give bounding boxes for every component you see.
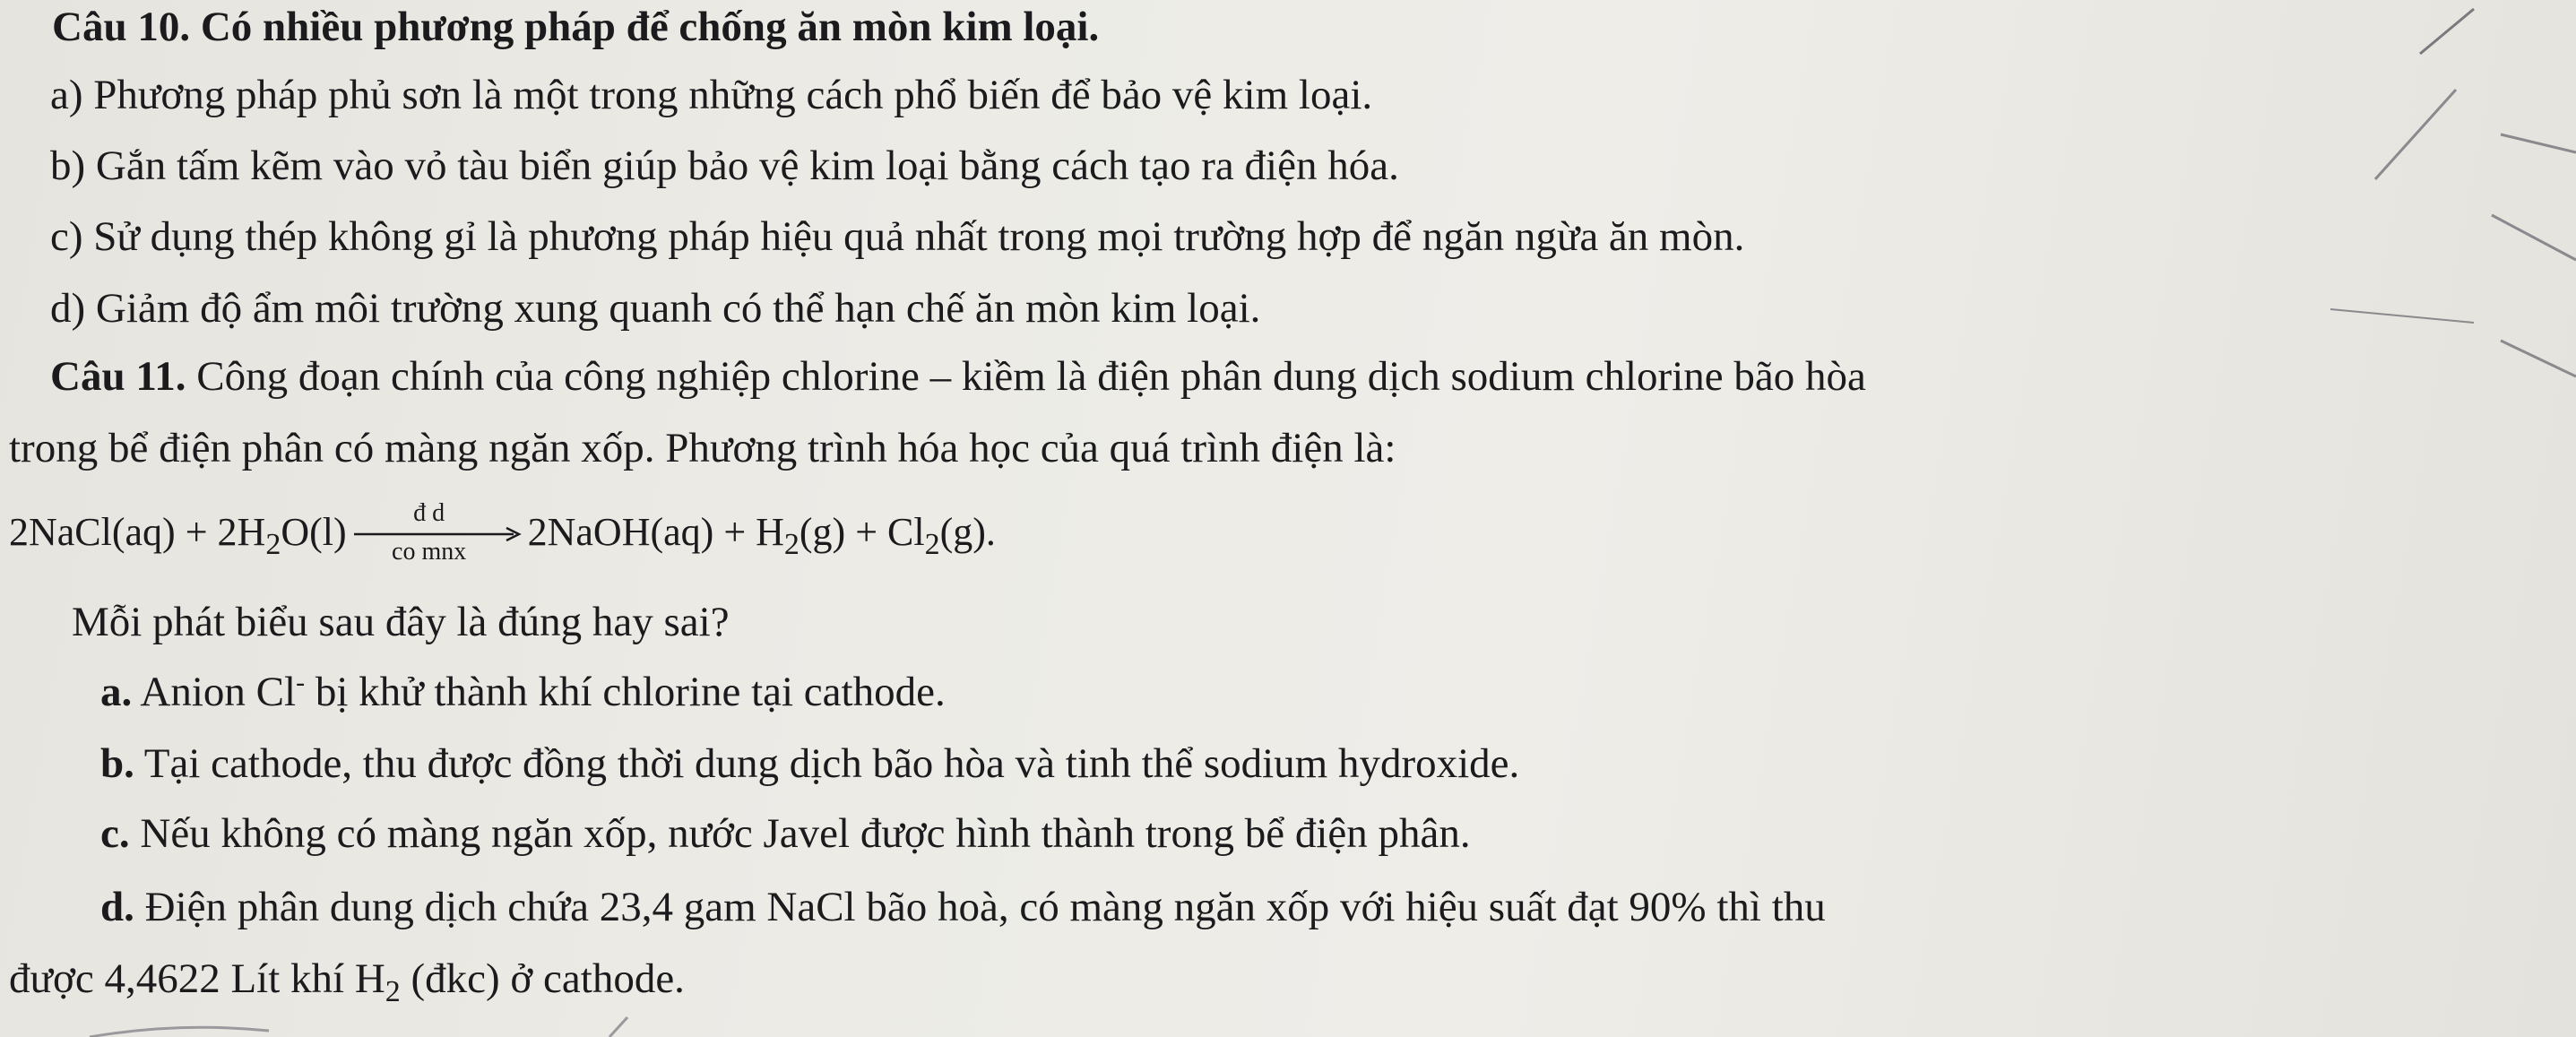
- question-10-option-b: b) Gắn tấm kẽm vào vỏ tàu biển giúp bảo vệ kim loại bằng cách tạo ra điện hóa.: [50, 143, 1399, 189]
- question-11-intro-text: Công đoạn chính của công nghiệp chlorine – kiềm là điện phân dung dịch sodium chlorine bão hòa: [196, 353, 1866, 400]
- question-10-option-c: c) Sử dụng thép không gỉ là phương pháp hiệu quả nhất trong mọi trường hợp để ngăn ngừa ăn mòn.: [50, 213, 1745, 260]
- question-11-intro-line-2: trong bể điện phân có màng ngăn xốp. Phương trình hóa học của quá trình điện là:: [9, 425, 1396, 471]
- question-10-title: Câu 10. Có nhiều phương pháp để chống ăn mòn kim loại.: [52, 4, 1100, 50]
- statement-d-continuation: được 4,4622 Lít khí $H_2$ (đkc) ở cathode.: [9, 955, 685, 1008]
- arrow-condition-bottom: co mnx: [392, 538, 467, 566]
- question-11-intro-line-1: [50, 350, 1866, 403]
- question-10-option-a: a) Phương pháp phủ sơn là một trong những cách phổ biến để bảo vệ kim loại.: [50, 72, 1373, 118]
- statement-c-label: c.: [100, 810, 130, 857]
- statement-a: a. Anion Cl- bị khử thành khí chlorine tại cathode.: [100, 668, 946, 715]
- statement-c: c. Nếu không có màng ngăn xốp, nước Javel được hình thành trong bể điện phân.: [100, 810, 1471, 857]
- statement-d-label: d.: [100, 884, 134, 930]
- reaction-arrow: [354, 499, 524, 566]
- statement-a-label: a.: [100, 669, 133, 715]
- statement-b-label: b.: [100, 740, 134, 787]
- question-10-option-d: d) Giảm độ ẩm môi trường xung quanh có thể hạn chế ăn mòn kim loại.: [50, 285, 1261, 332]
- equation-reactants: 2NaCl(aq) + $2H_2O(l)$: [9, 510, 347, 561]
- chemical-equation: [9, 499, 996, 566]
- question-11-label: Câu 11.: [50, 353, 186, 400]
- arrow-condition-top: đ d: [413, 499, 445, 527]
- statement-d: d. Điện phân dung dịch chứa 23,4 gam NaCl bão hoà, có màng ngăn xốp với hiệu suất đạt 90% thì thu: [100, 884, 1826, 930]
- statement-b: b. Tại cathode, thu được đồng thời dung dịch bão hòa và tinh thể sodium hydroxide.: [100, 740, 1520, 787]
- equation-products: 2NaOH(aq) + $H_2(g) + Cl_2(g)$.: [527, 510, 996, 561]
- question-11-prompt: Mỗi phát biểu sau đây là đúng hay sai?: [72, 599, 730, 645]
